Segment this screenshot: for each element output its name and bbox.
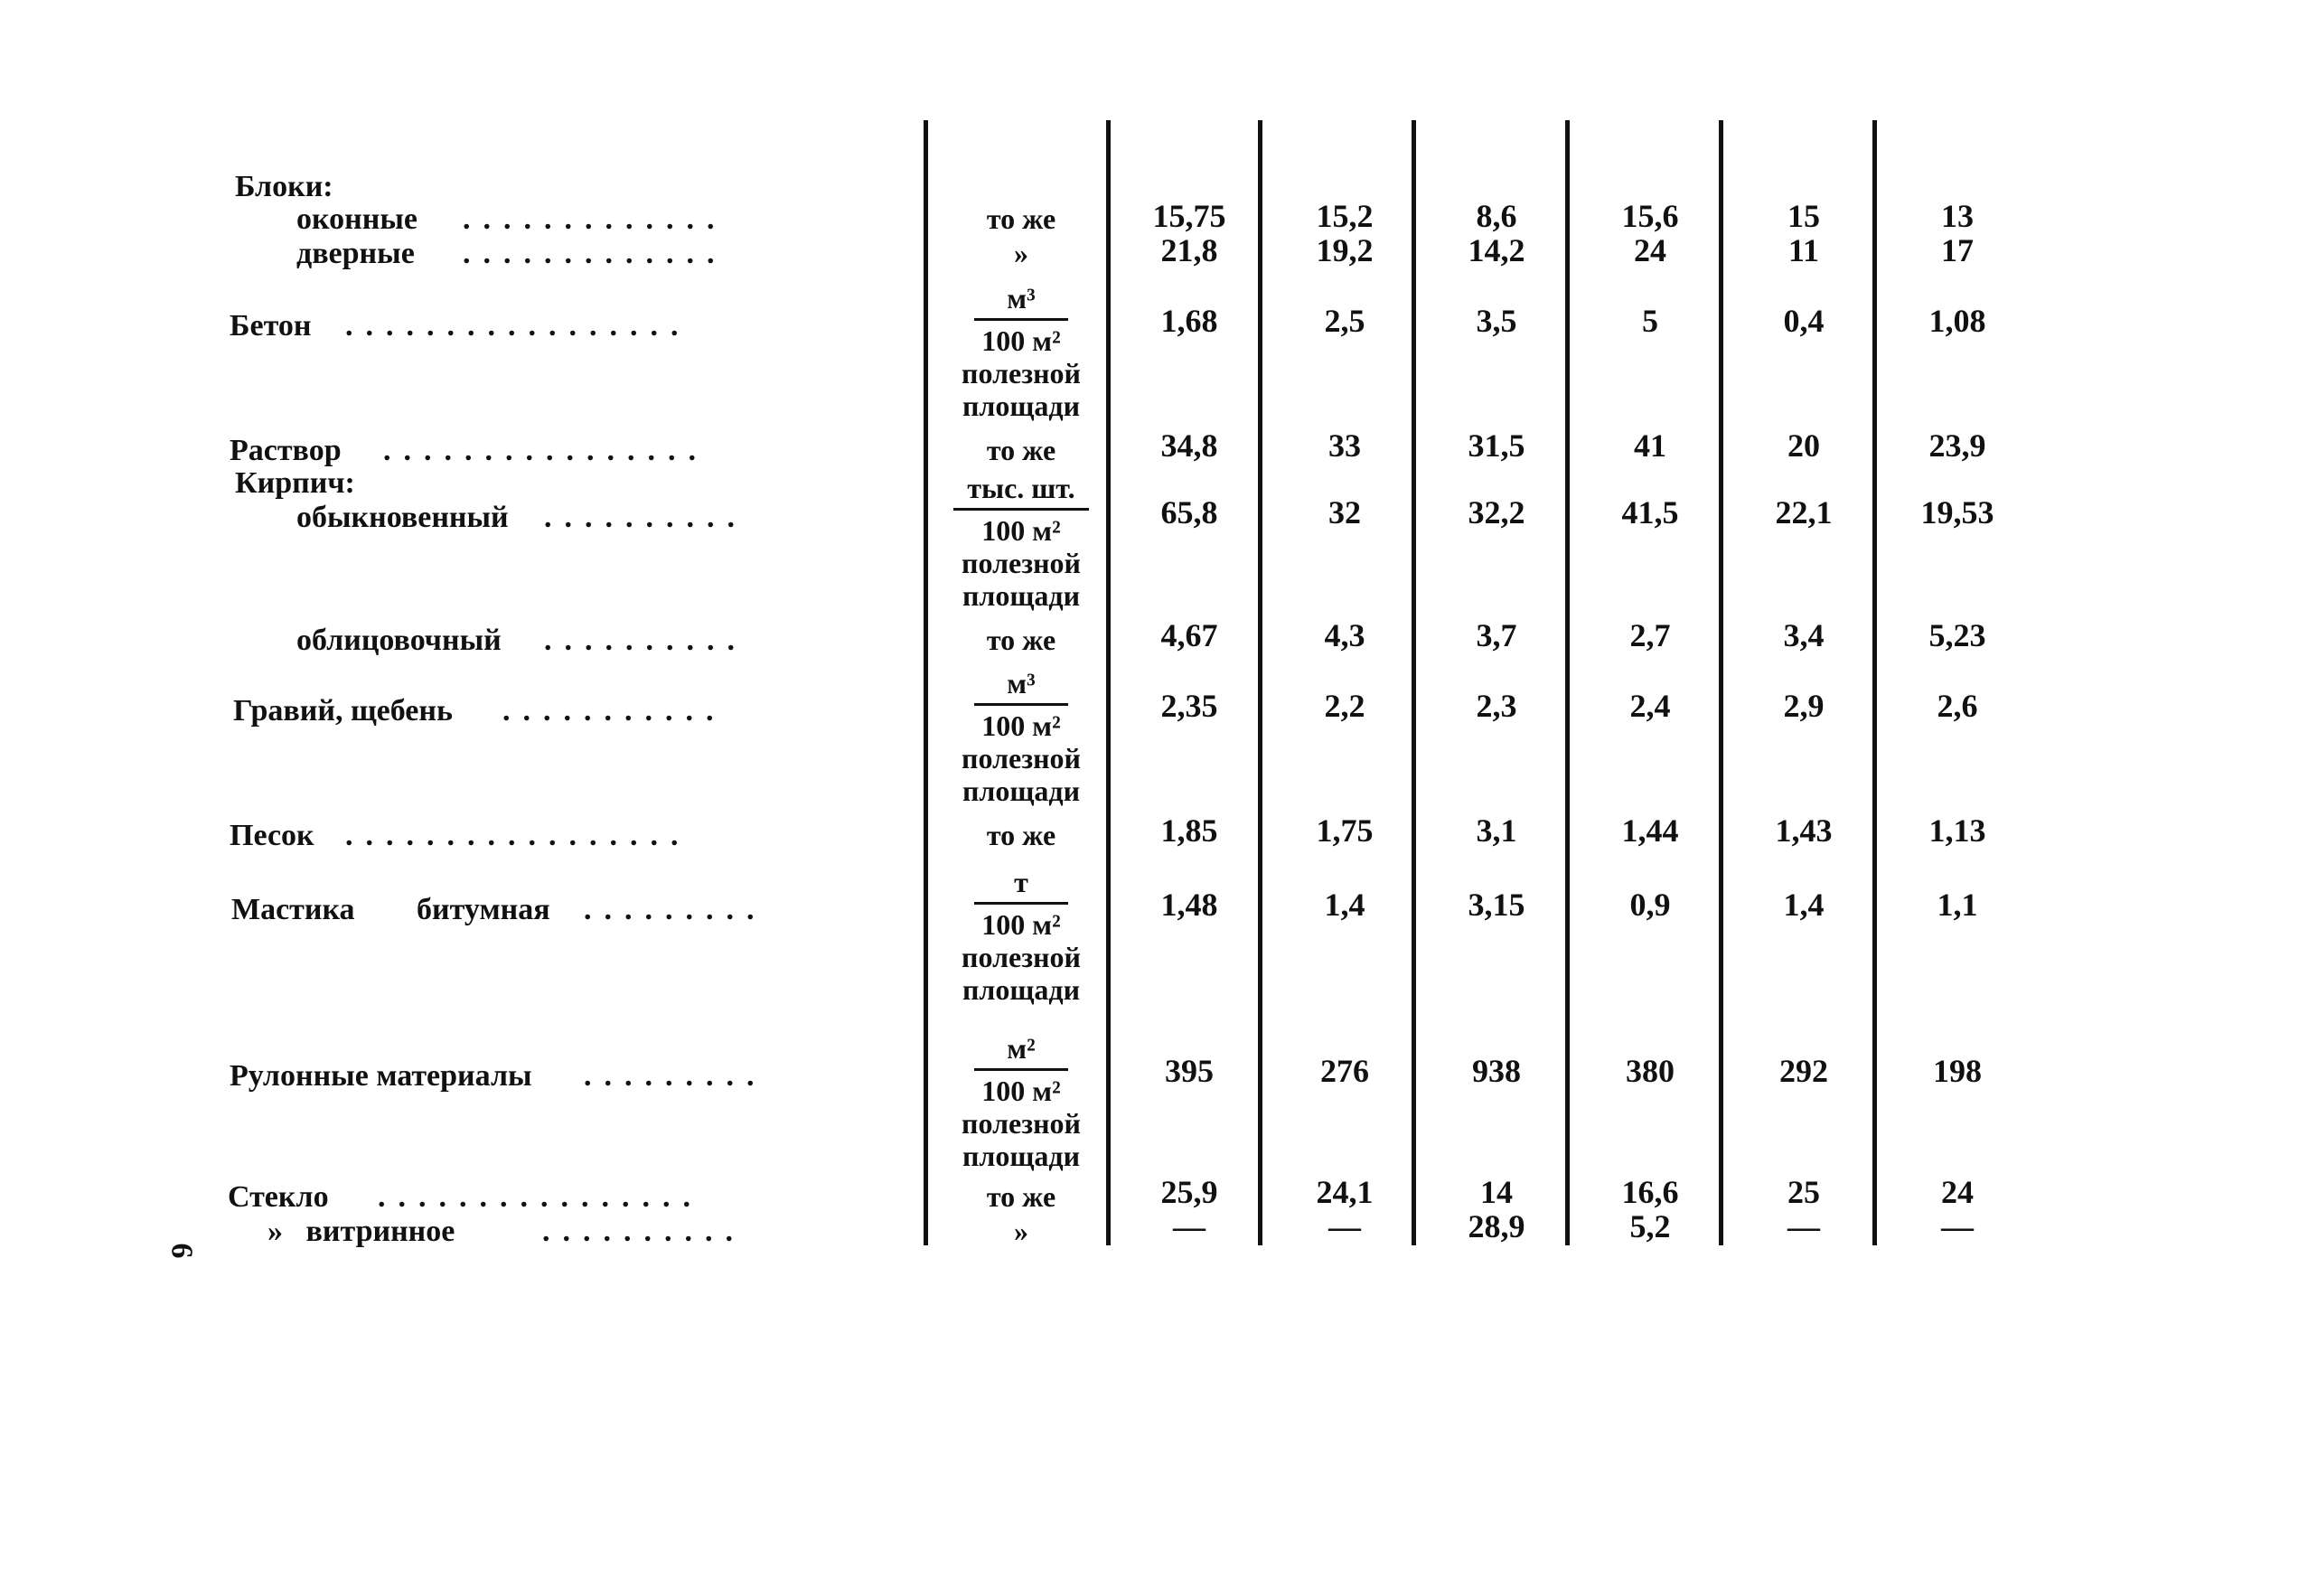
value-cell: 16,6: [1621, 1174, 1679, 1210]
value-cell: 5,23: [1928, 617, 1986, 653]
value-cell: 33: [1328, 427, 1361, 464]
value-cell: 20: [1787, 427, 1820, 464]
value-cell: 1,68: [1160, 303, 1218, 339]
value-cell: 5: [1642, 303, 1658, 339]
row-label: обыкновенный: [296, 501, 509, 534]
row-label: облицовочный: [296, 624, 502, 657]
value-cell: 1,85: [1160, 812, 1218, 849]
value-cell: 19,53: [1920, 494, 1994, 530]
unit-cell: тыс. шт. 100 м² полезной площади: [949, 472, 1093, 612]
leader-dots: .........: [584, 893, 767, 926]
value-cell: 8,6: [1476, 198, 1517, 234]
row-label: Раствор: [230, 434, 342, 467]
row-label: дверные: [296, 237, 415, 270]
value-cell: 3,15: [1468, 887, 1525, 923]
column-rule: [1106, 120, 1111, 1245]
value-cell: 2,5: [1324, 303, 1365, 339]
column-rule: [1872, 120, 1877, 1245]
column-rule: [1719, 120, 1723, 1245]
value-cell: 1,1: [1937, 887, 1978, 923]
unit-cell: то же: [986, 624, 1056, 656]
leader-dots: ................: [383, 434, 708, 467]
value-cell: 938: [1472, 1053, 1521, 1089]
value-cell: 1,08: [1928, 303, 1986, 339]
leader-dots: ..........: [544, 501, 747, 534]
value-cell: 3,4: [1783, 617, 1825, 653]
value-cell: 24,1: [1316, 1174, 1374, 1210]
value-cell: 2,3: [1476, 688, 1517, 724]
value-cell: 2,6: [1937, 688, 1978, 724]
value-cell: 1,43: [1775, 812, 1833, 849]
value-cell: 31,5: [1468, 427, 1525, 464]
unit-cell: то же: [986, 819, 1056, 851]
value-cell: 32,2: [1468, 494, 1525, 530]
value-cell: 32: [1328, 494, 1361, 530]
value-cell: 0,9: [1629, 887, 1671, 923]
value-cell: 1,13: [1928, 812, 1986, 849]
value-cell: 65,8: [1160, 494, 1218, 530]
column-rule: [1412, 120, 1416, 1245]
unit-cell: м² 100 м² полезной площади: [962, 1032, 1081, 1172]
value-cell: 1,4: [1324, 887, 1365, 923]
value-cell: 24: [1634, 232, 1666, 268]
value-cell: 19,2: [1316, 232, 1374, 268]
unit-cell: м³ 100 м² полезной площади: [962, 282, 1081, 422]
row-label: Рулонные материалы: [230, 1059, 532, 1093]
value-cell: 276: [1320, 1053, 1369, 1089]
row-label: Блоки:: [235, 170, 333, 203]
row-label: Кирпич:: [235, 466, 355, 500]
unit-cell: то же: [986, 1180, 1056, 1213]
value-cell: 0,4: [1783, 303, 1825, 339]
value-cell: 1,48: [1160, 887, 1218, 923]
row-label: Стекло: [228, 1180, 329, 1214]
column-rule: [1258, 120, 1262, 1245]
value-cell: 34,8: [1160, 427, 1218, 464]
value-cell: 14: [1480, 1174, 1513, 1210]
value-cell: 380: [1626, 1053, 1675, 1089]
value-cell: 4,67: [1160, 617, 1218, 653]
row-label: оконные: [296, 202, 418, 236]
row-label: Мастика битумная: [231, 893, 550, 926]
value-cell: 25,9: [1160, 1174, 1218, 1210]
value-cell: 2,9: [1783, 688, 1825, 724]
leader-dots: ...........: [502, 694, 727, 728]
leader-dots: .............: [463, 237, 727, 270]
value-cell: 25: [1787, 1174, 1820, 1210]
value-cell: 3,5: [1476, 303, 1517, 339]
leader-dots: .........: [584, 1059, 767, 1093]
value-cell: 17: [1941, 232, 1974, 268]
value-cell: 41: [1634, 427, 1666, 464]
value-cell: 24: [1941, 1174, 1974, 1210]
value-cell: 292: [1779, 1053, 1828, 1089]
leader-dots: .................: [345, 819, 691, 852]
value-cell: 2,7: [1629, 617, 1671, 653]
row-label: Гравий, щебень: [233, 694, 453, 728]
value-cell: 198: [1933, 1053, 1982, 1089]
value-cell: 13: [1941, 198, 1974, 234]
value-cell: 21,8: [1160, 232, 1218, 268]
value-cell: 2,4: [1629, 688, 1671, 724]
column-rule: [1565, 120, 1570, 1245]
value-cell: 41,5: [1621, 494, 1679, 530]
row-label: » витринное: [267, 1215, 455, 1248]
page-number: 6: [164, 1243, 199, 1259]
value-cell: 22,1: [1775, 494, 1833, 530]
unit-cell: то же: [986, 202, 1056, 235]
value-cell: 15,2: [1316, 198, 1374, 234]
value-cell: —: [1941, 1208, 1974, 1244]
row-label: Бетон: [230, 309, 312, 343]
unit-cell: м³ 100 м² полезной площади: [962, 667, 1081, 807]
value-cell: 15,75: [1152, 198, 1226, 234]
leader-dots: ..........: [542, 1215, 746, 1248]
value-cell: —: [1787, 1208, 1820, 1244]
value-cell: —: [1173, 1208, 1206, 1244]
row-label: Песок: [230, 819, 314, 852]
value-cell: 28,9: [1468, 1208, 1525, 1244]
value-cell: 395: [1165, 1053, 1214, 1089]
value-cell: 4,3: [1324, 617, 1365, 653]
leader-dots: ................: [378, 1180, 703, 1214]
unit-cell: »: [1014, 1215, 1028, 1247]
value-cell: 1,44: [1621, 812, 1679, 849]
value-cell: 1,4: [1783, 887, 1825, 923]
value-cell: 3,7: [1476, 617, 1517, 653]
leader-dots: .................: [345, 309, 691, 343]
leader-dots: ..........: [544, 624, 747, 657]
value-cell: 14,2: [1468, 232, 1525, 268]
value-cell: 15: [1787, 198, 1820, 234]
value-cell: 23,9: [1928, 427, 1986, 464]
value-cell: 5,2: [1629, 1208, 1671, 1244]
value-cell: 1,75: [1316, 812, 1374, 849]
value-cell: 3,1: [1476, 812, 1517, 849]
value-cell: 15,6: [1621, 198, 1679, 234]
leader-dots: .............: [463, 202, 727, 236]
column-rule: [924, 120, 928, 1245]
value-cell: 2,35: [1160, 688, 1218, 724]
unit-cell: то же: [986, 434, 1056, 466]
value-cell: 11: [1787, 232, 1819, 268]
value-cell: 2,2: [1324, 688, 1365, 724]
unit-cell: т 100 м² полезной площади: [962, 866, 1081, 1006]
value-cell: —: [1328, 1208, 1361, 1244]
unit-cell: »: [1014, 237, 1028, 269]
